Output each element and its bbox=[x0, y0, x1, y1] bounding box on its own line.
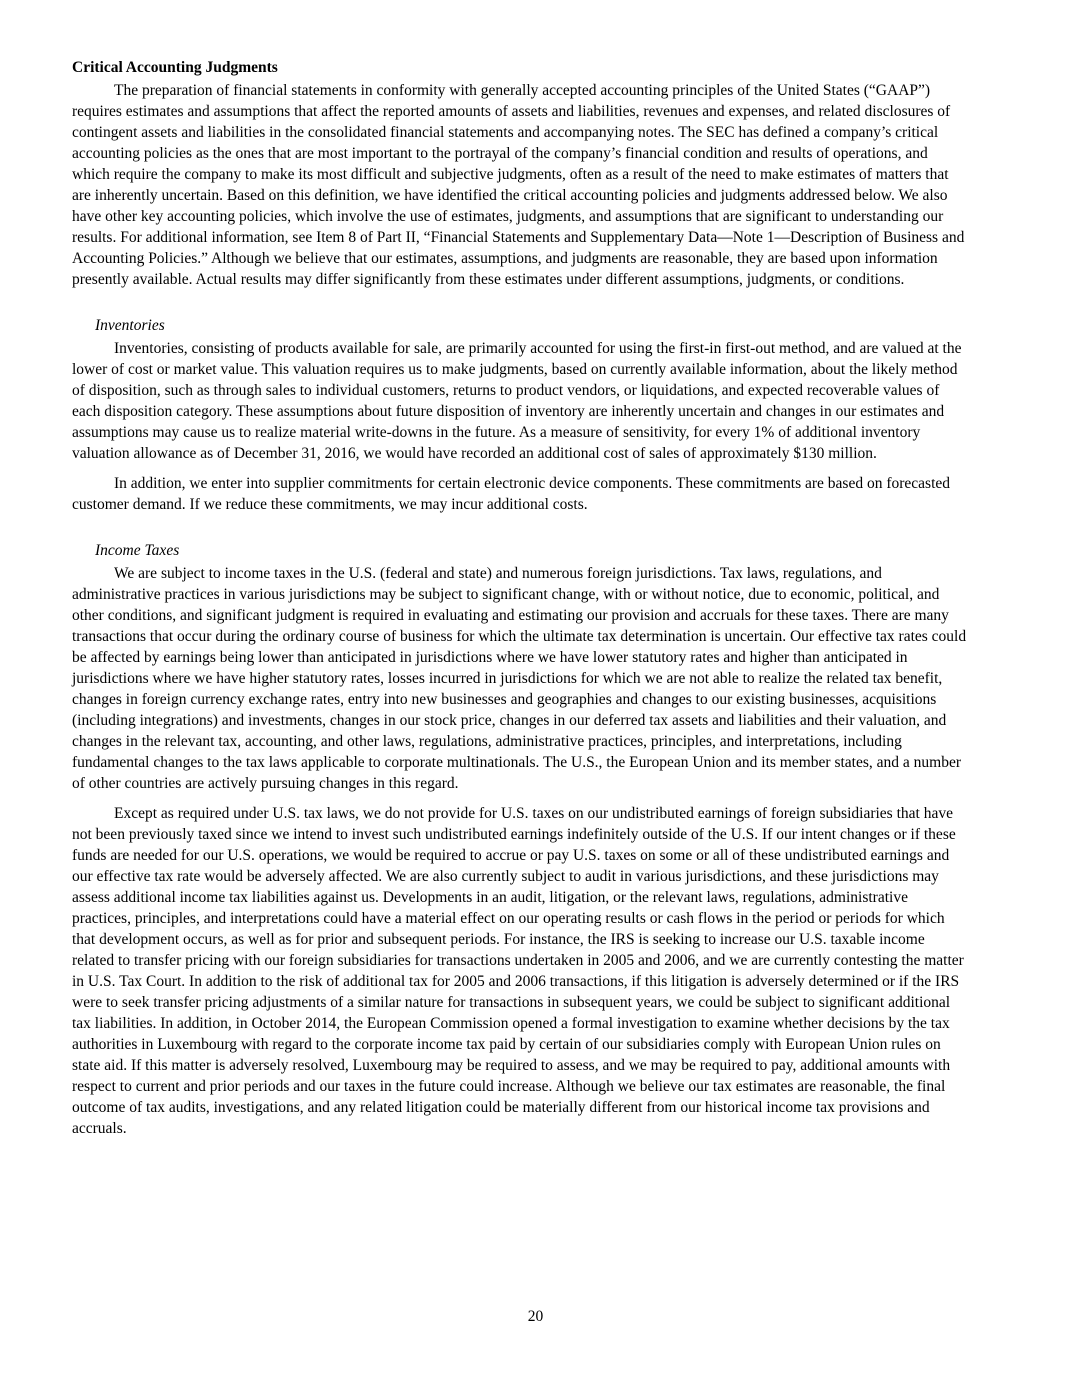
document-page bbox=[72, 57, 968, 1148]
income-taxes-paragraph-1: We are subject to income taxes in the U.S. (federal and state) and numerous foreign jurisdictions. Tax laws, regulations, and administrative practices in various jurisdictions may be subject to significant change, with or without notice, due to economic, political, and other conditions, and significant judgment is required in evaluating and estimating our provision and accruals for these taxes. There are many transactions that occur during the ordinary course of business for which the ultimate tax determination is uncertain. Our effective tax rates could be affected by earnings being lower than anticipated in jurisdictions where we have lower statutory rates and higher than anticipated in jurisdictions where we have higher statutory rates, losses incurred in jurisdictions for which we are not able to realize the related tax benefit, changes in foreign currency exchange rates, entry into new businesses and geographies and changes to our existing businesses, acquisitions (including integrations) and investments, changes in our stock price, changes in our deferred tax assets and liabilities and their valuation, and changes in the relevant tax, accounting, and other laws, regulations, administrative practices, principles, and interpretations, including fundamental changes to the tax laws applicable to corporate multinationals. The U.S., the European Union and its member states, and a number of other countries are actively pursuing changes in this regard. bbox=[72, 565, 967, 792]
income-taxes-heading: Income Taxes bbox=[95, 542, 180, 559]
intro-paragraph: The preparation of financial statements in conformity with generally accepted accounting principles of the United States (“GAAP”) requires estimates and assumptions that affect the reported amounts of assets and liabilities, revenues and expenses, and related disclosures of contingent assets and liabilities in the consolidated financial statements and accompanying notes. The SEC has defined a company’s critical accounting policies as the ones that are most important to the portrayal of the company’s financial condition and results of operations, and which require the company to make its most difficult and subjective judgments, often as a result of the need to make estimates of matters that are inherently uncertain. Based on this definition, we have identified the critical accounting policies and judgments addressed below. We also have other key accounting policies, which involve the use of estimates, judgments, and assumptions that are significant to understanding our results. For additional information, see Item 8 of Part II, “Financial Statements and Supplementary Data—Note 1—Description of Business and Accounting Policies.” Although we believe that our estimates, assumptions, and judgments are reasonable, they are based upon information presently available. Actual results may differ significantly from these estimates under different assumptions, judgments, or conditions. bbox=[72, 82, 965, 288]
inventories-paragraph-1: Inventories, consisting of products available for sale, are primarily accounted for using the first-in first-out method, and are valued at the lower of cost or market value. This valuation requires us to make judgments, based on currently available information, about the likely method of disposition, such as through sales to individual customers, returns to product vendors, or liquidations, and expected recoverable values of each disposition category. These assumptions about future disposition of inventory are inherently uncertain and changes in our estimates and assumptions may cause us to realize material write-downs in the future. As a measure of sensitivity, for every 1% of additional inventory valuation allowance as of December 31, 2016, we would have recorded an additional cost of sales of approximately $130 million. bbox=[72, 340, 962, 462]
section-heading: Critical Accounting Judgments bbox=[72, 59, 278, 76]
income-taxes-paragraph-2: Except as required under U.S. tax laws, we do not provide for U.S. taxes on our undistributed earnings of foreign subsidiaries that have not been previously taxed since we intend to invest such undistributed earnings indefinitely outside of the U.S. If our intent changes or if these funds are needed for our U.S. operations, we would be required to accrue or pay U.S. taxes on some or all of these undistributed earnings and our effective tax rate would be adversely affected. We are also currently subject to audit in various jurisdictions, and these jurisdictions may assess additional income tax liabilities against us. Developments in an audit, litigation, or the relevant laws, regulations, administrative practices, principles, and interpretations could have a material effect on our operating results or cash flows in the period or periods for which that development occurs, as well as for prior and subsequent periods. For instance, the IRS is seeking to increase our U.S. taxable income related to transfer pricing with our foreign subsidiaries for transactions undertaken in 2005 and 2006, and we are currently contesting the matter in U.S. Tax Court. In addition to the risk of additional tax for 2005 and 2006 transactions, if this litigation is adversely determined or if the IRS were to seek transfer pricing adjustments of a similar nature for transactions in subsequent years, we could be subject to significant additional tax liabilities. In addition, in October 2014, the European Commission opened a formal investigation to examine whether decisions by the tax authorities in Luxembourg with regard to the corporate income tax paid by certain of our subsidiaries comply with European Union rules on state aid. If this matter is adversely resolved, Luxembourg may be required to assess, and we may be required to pay, additional amounts with respect to current and prior periods and our taxes in the future could increase. Although we believe our tax estimates are reasonable, the final outcome of tax audits, investigations, and any related litigation could be materially different from our historical income tax provisions and accruals. bbox=[72, 805, 964, 1137]
inventories-heading: Inventories bbox=[95, 317, 165, 334]
inventories-paragraph-2: In addition, we enter into supplier commitments for certain electronic device components. These commitments are based on forecasted customer demand. If we reduce these commitments, we may incur additional costs. bbox=[72, 475, 951, 513]
page-number: 20 bbox=[527, 1308, 544, 1325]
